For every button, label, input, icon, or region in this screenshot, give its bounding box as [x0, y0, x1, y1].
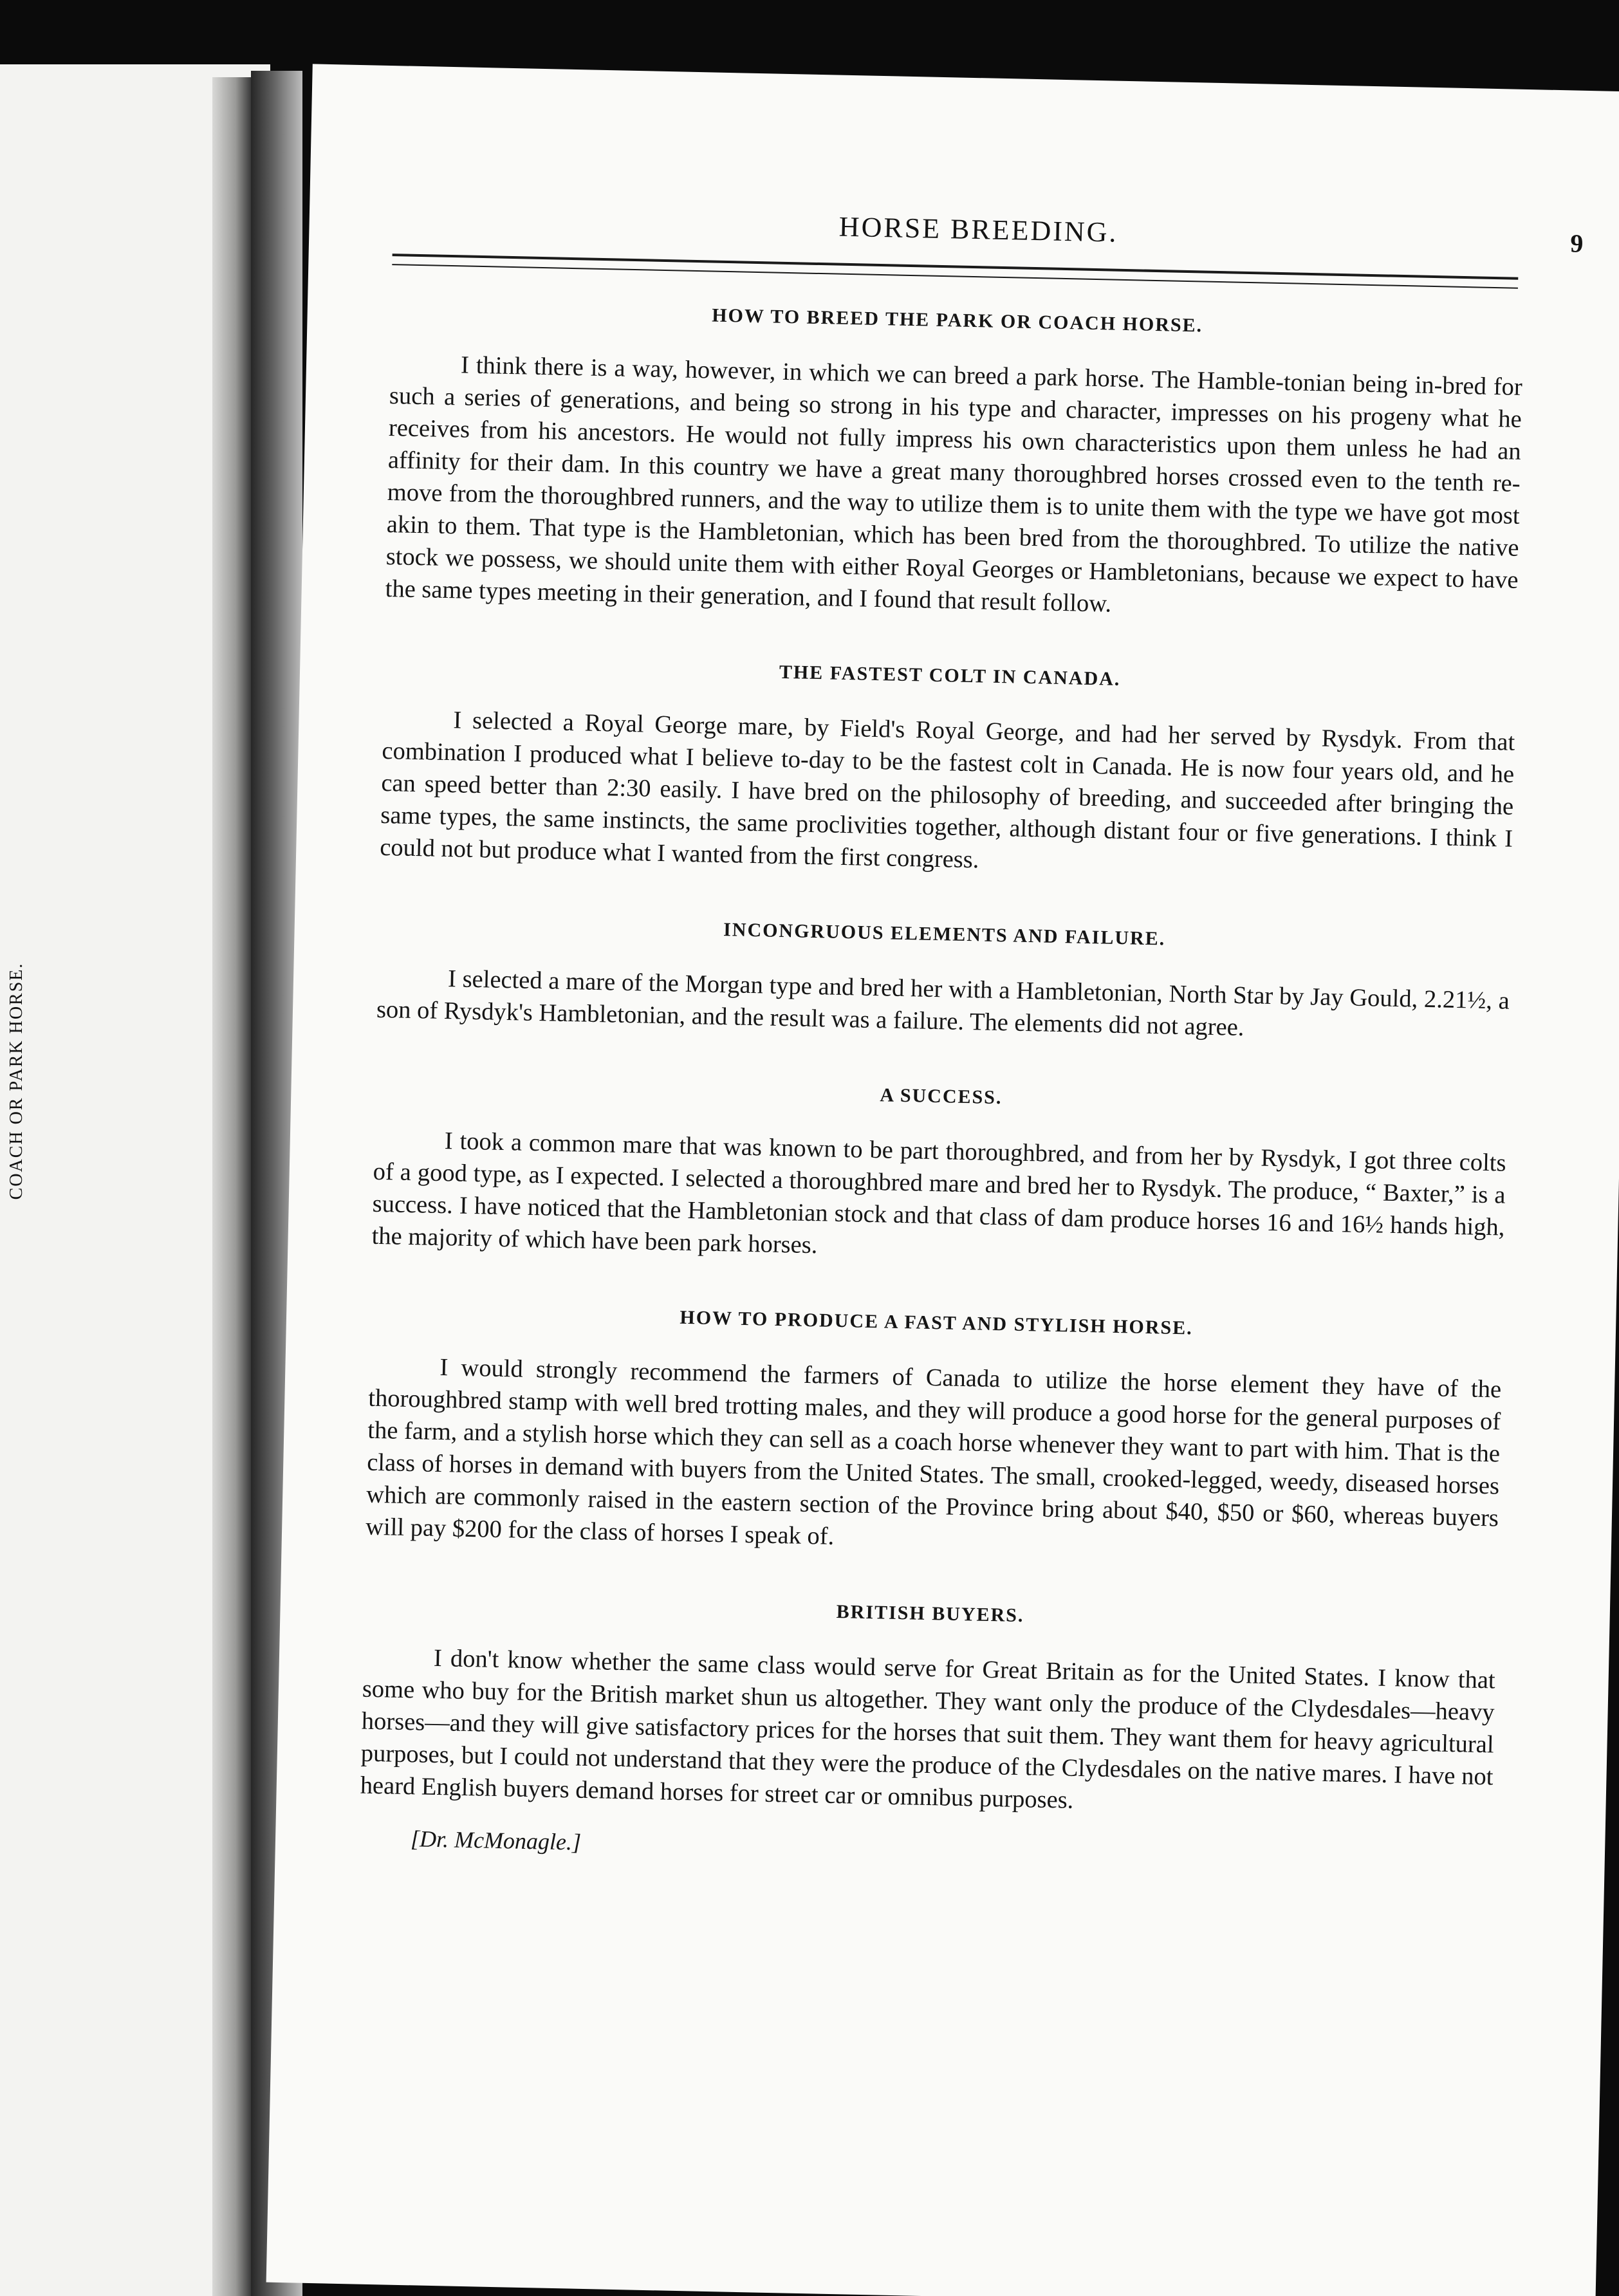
section-fast-stylish-horse [365, 1300, 1503, 1567]
left-page-edge-shadow [212, 77, 251, 2296]
section-fastest-colt [380, 653, 1516, 887]
section-paragraph: I don't know whether the same class would serve for Great Britain as for the United States. I know that some who buy for the British market shun us altogether. They want only the produce of the Clydesdales—heavy horses—and they will give satisfactory prices for the horses that suit them. They want them for heavy agricultural purposes, but I could not understand that they were the produce of the Clydesdales on the native mares. I have not heard English buyers demand horses for street car or omnibus purposes. [360, 1644, 1496, 1814]
section-park-coach-horse [385, 297, 1524, 629]
section-paragraph: I took a common mare that was known to be part thoroughbred, and from her by Rysdyk, I got three colts of a good type, as I expected. I selected a thoroughbred mare and bred her to Rysdyk. The produce, “ Baxter,” is a success. I have noticed that the Hambletonian stock and that class of dam produce horses 16 and 16½ hands high, the majority of which have been park horses. [371, 1127, 1506, 1259]
section-paragraph: I selected a mare of the Morgan type and bred her with a Hambletonian, North Star by Jay Gould, 2.21½, a son of Rysdyk's Hambletonian, and the result was a failure. The elements did not agree. [376, 965, 1510, 1042]
section-heading: BRITISH BUYERS. [836, 1601, 1024, 1627]
section-a-success [371, 1073, 1507, 1276]
section-heading: HOW TO BREED THE PARK OR COACH HORSE. [711, 304, 1203, 337]
running-title: HORSE BREEDING. [838, 210, 1118, 248]
side-running-head: COACH OR PARK HORSE. [6, 962, 26, 1200]
author-signature: [Dr. McMonagle.] [410, 1826, 582, 1855]
right-page [266, 64, 1619, 2296]
page-body [359, 297, 1524, 1875]
section-heading: THE FASTEST COLT IN CANADA. [779, 661, 1121, 690]
section-british-buyers [360, 1591, 1496, 1826]
section-heading: HOW TO PRODUCE A FAST AND STYLISH HORSE. [680, 1306, 1194, 1339]
section-paragraph: I selected a Royal George mare, by Field's Royal George, and had her served by Rysdyk. From that combination I produced what I believe to-day to be the fastest colt in Canada. He is now four years old, and he can speed better than 2:30 easily. I have bred on the philosophy of breeding, and succeeded after bringing the same types, the same instincts, the same proclivities together, although distant four or five generations. I think I could not but produce what I wanted from the first congress. [379, 707, 1515, 874]
section-paragraph: I think there is a way, however, in which we can breed a park horse. The Hamble-tonian being in-bred for such a series of generations, and being so strong in his type and character, impresses on his progeny what he receives from his ancestors. He would not fully impress his own characteristics upon them unless he had an affinity for their dam. In this country we have a great many thoroughbred horses crossed even to the tenth re-move from the thoroughbred runners, and the way to utilize them is to unite them with the type we have got most akin to them. That type is the Hambletonian, which has been bred from the thoroughbred. To utilize the native stock we possess, we should unite them with either Royal Georges or Hambletonians, because we expect to have the same types meeting in their generation, and I found that result follow. [385, 351, 1523, 618]
section-heading: A SUCCESS. [880, 1084, 1003, 1109]
section-heading: INCONGRUOUS ELEMENTS AND FAILURE. [723, 919, 1166, 950]
page-number: 9 [1569, 228, 1584, 258]
section-paragraph: I would strongly recommend the farmers of Canada to utilize the horse element they have of the thoroughbred stamp with well bred trotting males, and they will produce a good horse for the general purposes of the farm, and a stylish horse which they can sell as a coach horse whenever they want to part with him. That is the class of horses in demand with buyers from the United States. The small, crooked-legged, weedy, diseased horses which are commonly raised in the eastern section of the Province bring about $40, $50 or $60, whereas buyers will pay $200 for the class of horses I speak of. [365, 1354, 1502, 1550]
section-incongruous-elements [376, 911, 1511, 1050]
